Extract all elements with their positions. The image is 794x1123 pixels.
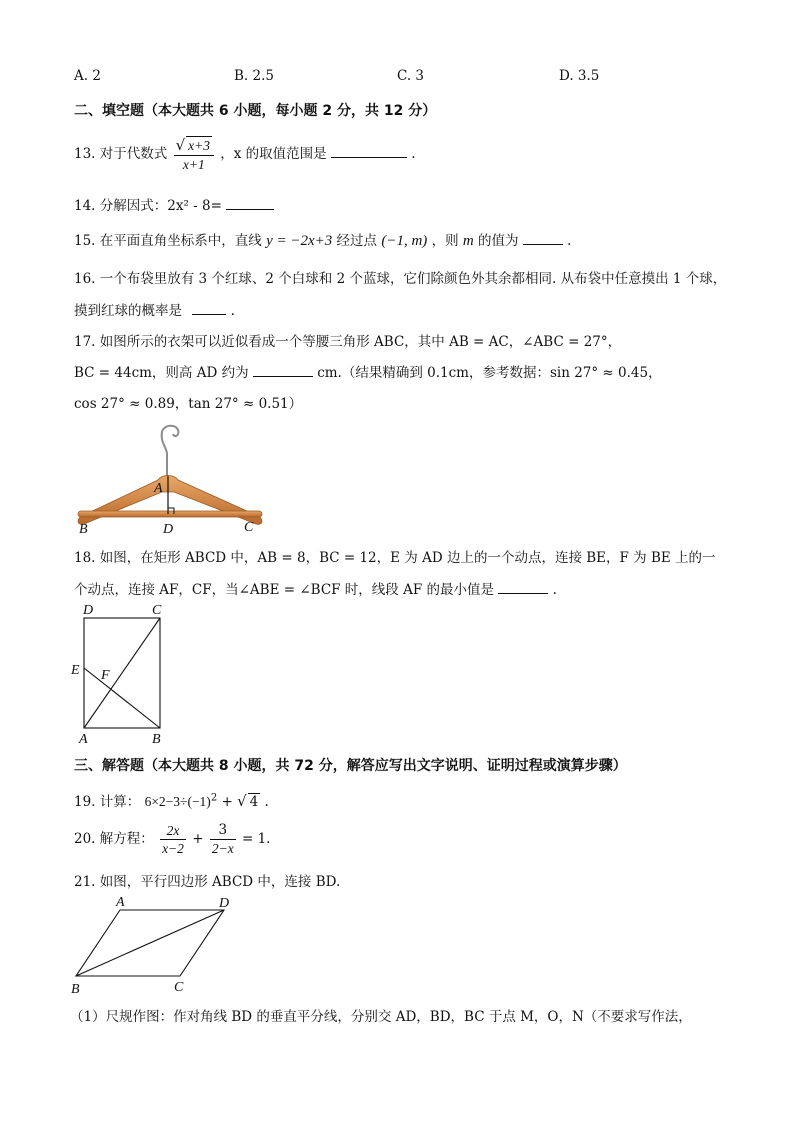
q14-text: 14. 分解因式：2x² - 8= (74, 198, 222, 214)
label-c: C (152, 603, 162, 618)
q19-prefix: 19. 计算： (74, 794, 141, 810)
q14-answer-blank[interactable] (226, 197, 274, 210)
segment-eb (84, 668, 160, 728)
q15-period: . (567, 233, 572, 249)
q20-end: = 1. (241, 831, 271, 847)
q19-plus: + (221, 794, 233, 810)
q20-plus: + (192, 831, 204, 847)
q20-den-2: 2−x (211, 841, 234, 856)
label-d: D (163, 522, 174, 537)
q15-answer-blank[interactable] (523, 232, 563, 245)
option-c: C. 3 (397, 68, 425, 84)
hanger-hook (162, 426, 179, 478)
q16-answer-blank[interactable] (192, 302, 226, 315)
q17-answer-blank[interactable] (253, 364, 313, 377)
q15-mid: 经过点 (336, 233, 378, 249)
parallelogram-figure (66, 890, 246, 1000)
q19-expression: 6×2−3÷(−1) (144, 794, 211, 809)
question-21-part-1: （1）尺规作图：作对角线 BD 的垂直平分线，分别交 AD，BD，BC 于点 M，O，N（不要求写作法， (70, 1009, 692, 1025)
q16-end: . (230, 303, 235, 319)
q15-equation: y = −2x+3 (266, 233, 333, 249)
question-15 (74, 229, 571, 250)
label-e: E (71, 663, 80, 678)
q19-radicand: 4 (249, 794, 259, 810)
label-a: A (116, 895, 125, 910)
q16-line-2-text: 摸到红球的概率是 (74, 303, 182, 319)
q20-num-1: 2x (160, 822, 186, 840)
option-a: A. 2 (74, 68, 101, 84)
question-17-line-3: cos 27° ≈ 0.89，tan 27° ≈ 0.51） (74, 396, 303, 412)
rectangle-figure (66, 598, 182, 748)
question-18-line-2 (74, 578, 557, 598)
q19-end: . (264, 794, 269, 810)
hanger-bar (78, 511, 262, 517)
q20-den-1: x−2 (162, 841, 184, 856)
q17-line-2b: cm.（结果精确到 0.1cm，参考数据：sin 27° ≈ 0.45， (317, 365, 662, 381)
q20-fraction-1 (160, 822, 186, 857)
label-b: B (152, 732, 161, 747)
label-a: A (154, 481, 163, 496)
question-21: 21. 如图，平行四边形 ABCD 中，连接 BD. (74, 874, 341, 890)
section-2-title: 二、填空题（本大题共 6 小题，每小题 2 分，共 12 分） (74, 103, 437, 119)
q17-line-2a: BC = 44cm，则高 AD 约为 (74, 365, 249, 381)
label-a: A (79, 732, 88, 747)
q20-num-2: 3 (210, 822, 236, 840)
q13-prefix: 13. 对于代数式 (74, 146, 168, 162)
label-c: C (244, 520, 254, 535)
q13-fraction: $\frac{√ x+3}{x+1}$ (174, 136, 214, 173)
q15-variable: m (462, 233, 474, 249)
q18-line-2a: 个动点，连接 AF，CF，当∠ABE = ∠BCF 时，线段 AF 的最小值是 (74, 582, 495, 598)
label-b: B (71, 982, 80, 997)
hanger-figure (70, 420, 270, 540)
option-b: B. 2.5 (234, 68, 274, 84)
option-d: D. 3.5 (559, 68, 600, 84)
section-3-title: 三、解答题（本大题共 8 小题，共 72 分，解答应写出文字说明、证明过程或演算步骤） (74, 758, 627, 774)
q13-denominator: x+1 (182, 157, 205, 172)
q13-end: . (411, 146, 416, 162)
question-20 (74, 822, 270, 857)
q15-prefix: 15. 在平面直角坐标系中，直线 (74, 233, 262, 249)
q18-answer-blank[interactable] (498, 581, 548, 594)
question-16-line-1: 16. 一个布袋里放有 3 个红球、2 个白球和 2 个蓝球，它们除颜色外其余都相同. 从布袋中任意摸出 1 个球， (74, 271, 727, 287)
question-17-line-1: 17. 如图所示的衣架可以近似看成一个等腰三角形 ABC，其中 AB = AC，∠ABC = 27°， (74, 334, 622, 350)
q19-exponent: 2 (210, 792, 218, 804)
q13-numerator: x+3 (188, 138, 210, 153)
q20-prefix: 20. 解方程： (74, 831, 154, 847)
question-14 (74, 194, 274, 214)
q15-point: (−1, m) (381, 233, 428, 249)
q15-end: 的值为 (478, 233, 519, 249)
q13-answer-blank[interactable] (331, 145, 407, 158)
label-b: B (79, 522, 88, 537)
label-c: C (174, 980, 184, 995)
q13-middle: ，x 的取值范围是 (220, 146, 327, 162)
question-18-line-1: 18. 如图，在矩形 ABCD 中，AB = 8，BC = 12，E 为 AD 边上的一个动点，连接 BE，F 为 BE 上的一 (74, 550, 716, 566)
q18-line-2b: . (552, 582, 557, 598)
question-13 (74, 136, 416, 173)
label-f: F (101, 668, 110, 683)
diagonal-ac (84, 618, 160, 728)
q15-mid2: ，则 (431, 233, 459, 249)
label-d: D (219, 896, 230, 911)
question-17-line-2 (74, 361, 662, 381)
question-16-line-2 (74, 299, 235, 319)
q20-fraction-2 (210, 822, 236, 857)
label-d: D (83, 603, 94, 618)
question-19: 19. 计算： $6\times 2-3\div(-1)^2$ + √ 4 . (74, 792, 269, 810)
